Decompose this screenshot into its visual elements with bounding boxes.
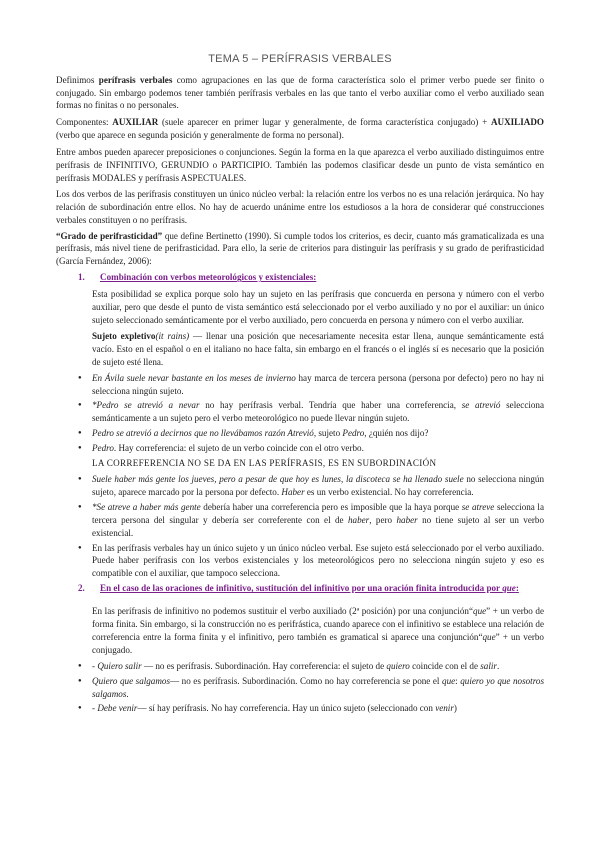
list-item	[56, 442, 544, 455]
example: que	[442, 675, 456, 686]
list-item	[56, 660, 544, 673]
text: es un verbo existencial. No hay correferencia.	[304, 486, 474, 497]
term-perifrasis: perífrasis verbales	[98, 74, 173, 85]
text: debería haber una correferencia pero es imposible que la haya porque	[200, 501, 462, 512]
text: no selecciona ningún sujeto, aparece marcado por la persona por defecto.	[92, 473, 544, 497]
text: -	[92, 703, 98, 714]
text: En el caso de las oraciones de infinitivo, sustitución del infinitivo por una oración finita introducida por	[100, 583, 503, 594]
example: Quiero que salgamos	[92, 675, 171, 686]
section-2-heading	[78, 582, 544, 595]
section-1-heading	[78, 271, 544, 284]
example: haber	[348, 514, 370, 525]
list-item	[56, 372, 544, 398]
example: haber	[396, 514, 418, 525]
section-2-list	[56, 660, 544, 716]
example: *Se atreve a haber más gente	[92, 501, 201, 512]
example: En Ávila suele nevar bastante en los meses de invierno	[92, 372, 296, 383]
section-heading-text	[100, 582, 519, 595]
text: (suele aparecer en primer lugar y generalmente, de forma característica conjugado) +	[158, 117, 491, 128]
text: hay marca de tercera persona (persona por defecto) pero no hay ni selecciona ningún sujeto.	[92, 372, 544, 396]
text: ” + un verbo de forma finita. Sin embargo, si la construcción no es perifrástica, cuando aparece con el infinitivo se establece una relación de correferencia entre la forma finita y el infinitivo, pero también es gramatical si aparece una conjunción“	[92, 606, 545, 642]
text: , ¿quién nos dijo?	[364, 428, 429, 439]
text: Componentes:	[56, 117, 113, 128]
list-item: ● En las perífrasis verbales hay un único sujeto y un único núcleo verbal. Ese sujeto está seleccionado por el verbo auxiliado. Puede haber perífrasis con los verbos existenciales y los meteorológicos pero no selecciona ningún sujeto y eso es compatible con el auxiliar, que tampoco selecciona.	[56, 542, 544, 581]
example: salir	[480, 660, 497, 671]
page-title: TEMA 5 – PERÍFRASIS VERBALES	[208, 53, 392, 65]
text: )	[453, 703, 457, 714]
list-item	[56, 675, 544, 701]
text: que	[502, 583, 516, 594]
list-item	[56, 427, 544, 440]
example: Pedro	[92, 443, 114, 454]
example: que	[473, 606, 487, 617]
section-number: 2.	[78, 583, 85, 594]
example: que	[482, 631, 496, 642]
section-number: 1.	[78, 272, 85, 283]
section-2-paragraph-1	[92, 605, 544, 657]
intro-paragraph-1	[56, 74, 544, 113]
text: Definimos	[56, 74, 99, 85]
text: no tiene sujeto al ser un verbo existencial.	[92, 514, 544, 538]
intro-paragraph-4: Los dos verbos de las perífrasis constituyen un único núcleo verbal: la relación entre los verbos no es una relación jerárquica. No hay relación de subordinación entre ellos. No hay de acuerdo unánime entre los estudiosos a la hora de considerar qué construcciones verbales constituyen o no perífrasis.	[56, 188, 544, 225]
text: como agrupaciones en las que de forma característica solo el primer verbo puede ser finito o conjugado. Sin embargo podemos tener también perífrasis verbales en las que tanto el verbo auxiliar como el verbo auxiliado sean formas no finitas o no personales.	[56, 74, 544, 111]
text: selecciona semánticamente a un sujeto pero el verbo meteorológico no puede llevar ningún sujeto.	[92, 400, 545, 424]
text: .	[126, 688, 129, 699]
text: — sí hay perífrasis. No hay correferencia. Hay un único sujeto (seleccionado con	[137, 703, 436, 714]
text: :	[455, 675, 461, 686]
example: se atreve	[461, 501, 495, 512]
list-item	[56, 702, 544, 715]
section-heading-text: Combinación con verbos meteorológicos y existenciales:	[100, 272, 317, 283]
list-item	[56, 399, 544, 425]
example: venir	[435, 703, 454, 714]
example: Pedro se atrevió a decirnos que no llevábamos razón	[92, 428, 286, 439]
text: :	[515, 583, 519, 594]
term-grado: “Grado de perifrasticidad”	[56, 230, 163, 241]
list-item	[56, 501, 544, 540]
section-1-paragraph-2	[92, 330, 544, 369]
example: Atrevió	[285, 428, 314, 439]
example: quiero	[386, 660, 410, 671]
example: Debe venir	[97, 703, 138, 714]
list-item	[56, 473, 544, 499]
text: — no es perífrasis. Subordinación. Como no hay correferencia se pone el	[170, 675, 443, 686]
text: En las perífrasis de infinitivo no podemos sustituir el verbo auxiliado (2ª posición) por una conjunción“	[92, 606, 474, 617]
example: Quiero salir	[97, 660, 142, 671]
text: no hay perífrasis verbal. Tendría que haber una correferencia,	[199, 400, 462, 411]
section-1-list	[56, 372, 544, 455]
example: Pedro	[342, 428, 365, 439]
section-1-caps-note: LA CORREFERENCIA NO SE DA EN LAS PERÍFRASIS, ES EN SUBORDINACIÓN	[92, 458, 437, 469]
text: coincide con el de	[409, 660, 481, 671]
section-1-list-2	[56, 473, 544, 580]
example: quiero yo que nosotros salgamos	[92, 675, 544, 699]
term-sujeto-expletivo: Sujeto expletivo	[92, 330, 156, 341]
text: (verbo que aparece en segunda posición y generalmente de forma no personal).	[56, 130, 344, 141]
term-auxiliar: AUXILIAR	[112, 117, 159, 128]
text: . Hay correferencia: el sujeto de un verbo coincide con el otro verbo.	[113, 443, 364, 454]
text: , sujeto	[313, 428, 343, 439]
text: .	[496, 660, 500, 671]
example: se atrevió	[461, 400, 501, 411]
text: que define Bertinetto (1990). Si cumple todos los criterios, es decir, cuanto más gramaticalizada es una perífrasis, más nivel tiene de perifrasticidad. Para ello, la serie de criterios para distinguir las perífrasis y su grado de perifrasticidad (García Fernández, 2006):	[56, 230, 544, 267]
intro-paragraph-2	[56, 116, 544, 142]
example: Suele haber más gente los jueves, pero a pesar de que hoy es lunes, la discoteca se ha llenado suele	[92, 473, 464, 484]
example: Haber	[281, 486, 305, 497]
text: -	[92, 660, 98, 671]
text: ” + un verbo conjugado.	[92, 631, 544, 655]
intro-paragraph-5	[56, 230, 544, 269]
text: — llenar una posición que necesariamente necesita estar llena, aunque semánticamente está vacío. Esto en el español o en el italiano no hace falta, sin embargo en el francés o el inglés sí es necesario que la posición de sujeto esté llena.	[92, 330, 544, 367]
text: — no es perífrasis. Subordinación. Hay correferencia: el sujeto de	[141, 660, 387, 671]
section-1-paragraph-1: Esta posibilidad se explica porque solo hay un sujeto en las perífrasis que concuerda en persona y número con el verbo auxiliar, pero que desde el punto de vista semántico está seleccionado por el verbo auxiliado y no por el auxiliar: un único sujeto seleccionado semánticamente por el verbo auxiliado, pero concuerda en persona y número con el verbo auxiliar.	[92, 289, 544, 326]
text: selecciona la tercera persona del singular y debería ser correferente con el de	[92, 501, 544, 525]
text: (it rains)	[155, 330, 190, 341]
example: *Pedro se atrevió a nevar	[92, 400, 200, 411]
text: , pero	[369, 514, 397, 525]
term-auxiliado: AUXILIADO	[490, 117, 544, 128]
intro-paragraph-3: Entre ambos pueden aparecer preposiciones o conjunciones. Según la forma en la que aparezca el verbo auxiliado distinguimos entre perífrasis de INFINITIVO, GERUNDIO o PARTICIPIO. También las podemos clasificar desde un punto de vista semántico en perífrasis MODALES y perífrasis ASPECTUALES.	[56, 147, 544, 183]
